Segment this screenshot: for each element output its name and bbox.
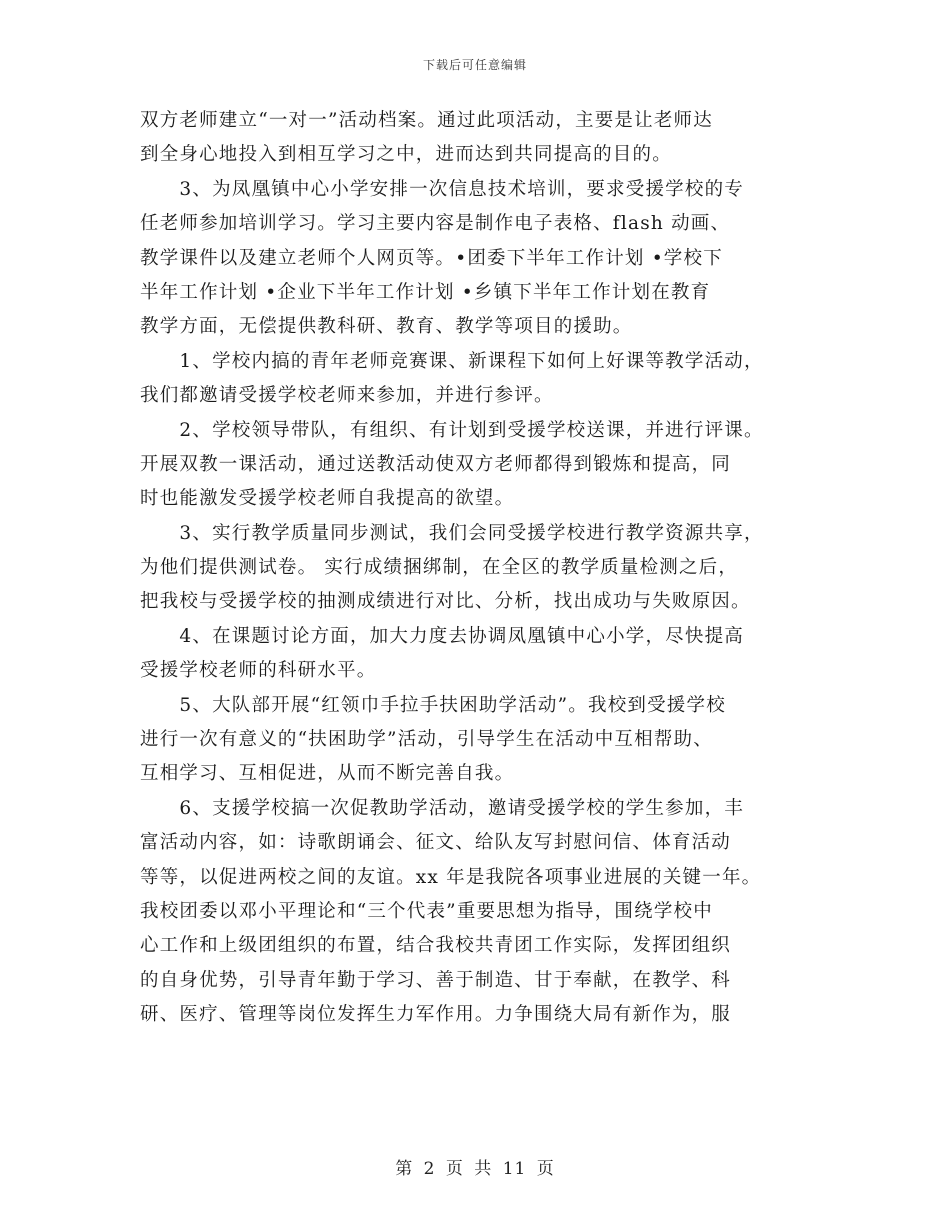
text-line: 互相学习、互相促进，从而不断完善自我。 (140, 763, 515, 785)
text-line: 2、学校领导带队，有组织、有计划到受援学校送课，并进行评课。 (140, 419, 764, 441)
text-line: 到全身心地投入到相互学习之中，进而达到共同提高的目的。 (140, 144, 672, 166)
text-line: 富活动内容，如：诗歌朗诵会、征文、给队友写封慰问信、体育活动 (140, 832, 732, 854)
page-header: 下载后可任意编辑 (422, 58, 527, 72)
text-line: 3、实行教学质量同步测试，我们会同受援学校进行教学资源共享， (140, 522, 764, 544)
text-line: 任老师参加培训学习。学习主要内容是制作电子表格、flash 动画、 (140, 213, 731, 235)
text-line: 心工作和上级团组织的布置，结合我校共青团工作实际，发挥团组织 (140, 935, 732, 957)
text-line: 5、大队部开展“红领巾手拉手扶困助学活动”。我校到受援学校 (140, 694, 726, 716)
text-line: 研、医疗、管理等岗位发挥生力军作用。力争围绕大局有新作为，服 (140, 1004, 732, 1026)
text-line: 4、在课题讨论方面，加大力度去协调凤凰镇中心小学，尽快提高 (140, 625, 744, 647)
text-line: 我们都邀请受援学校老师来参加，并进行参评。 (140, 385, 554, 407)
text-line: 我校团委以邓小平理论和“三个代表”重要思想为指导，围绕学校中 (140, 900, 713, 922)
text-line: 1、学校内搞的青年老师竞赛课、新课程下如何上好课等教学活动， (140, 350, 764, 372)
text-line: 时也能激发受援学校老师自我提高的欲望。 (140, 488, 515, 510)
text-line: 等等，以促进两校之间的友谊。xx 年是我院各项事业进展的关键一年。 (140, 866, 762, 888)
text-line: 受援学校老师的科研水平。 (140, 660, 377, 682)
text-line: 为他们提供测试卷。 实行成绩捆绑制，在全区的教学质量检测之后， (140, 557, 739, 579)
page-number-footer: 第 2 页 共 11 页 (395, 1159, 555, 1179)
text-line: 教学课件以及建立老师个人网页等。•团委下半年工作计划 •学校下 (140, 247, 723, 269)
text-line: 进行一次有意义的“扶困助学”活动，引导学生在活动中互相帮助、 (140, 729, 713, 751)
text-line: 双方老师建立“一对一”活动档案。通过此项活动，主要是让老师达 (140, 110, 713, 131)
text-line: 3、为凤凰镇中心小学安排一次信息技术培训，要求受援学校的专 (140, 178, 744, 200)
text-line: 6、支援学校搞一次促教助学活动，邀请受援学校的学生参加，丰 (140, 797, 744, 819)
text-line: 开展双教一课活动，通过送教活动使双方老师都得到锻炼和提高，同 (140, 453, 732, 475)
text-line: 教学方面，无偿提供教科研、教育、教学等项目的援助。 (140, 316, 633, 338)
text-line: 把我校与受援学校的抽测成绩进行对比、分析，找出成功与失败原因。 (140, 591, 751, 613)
text-line: 的自身优势，引导青年勤于学习、善于制造、甘于奉献，在教学、科 (140, 969, 732, 991)
document-body (140, 104, 820, 1033)
text-line: 半年工作计划 •企业下半年工作计划 •乡镇下半年工作计划在教育 (140, 281, 711, 303)
